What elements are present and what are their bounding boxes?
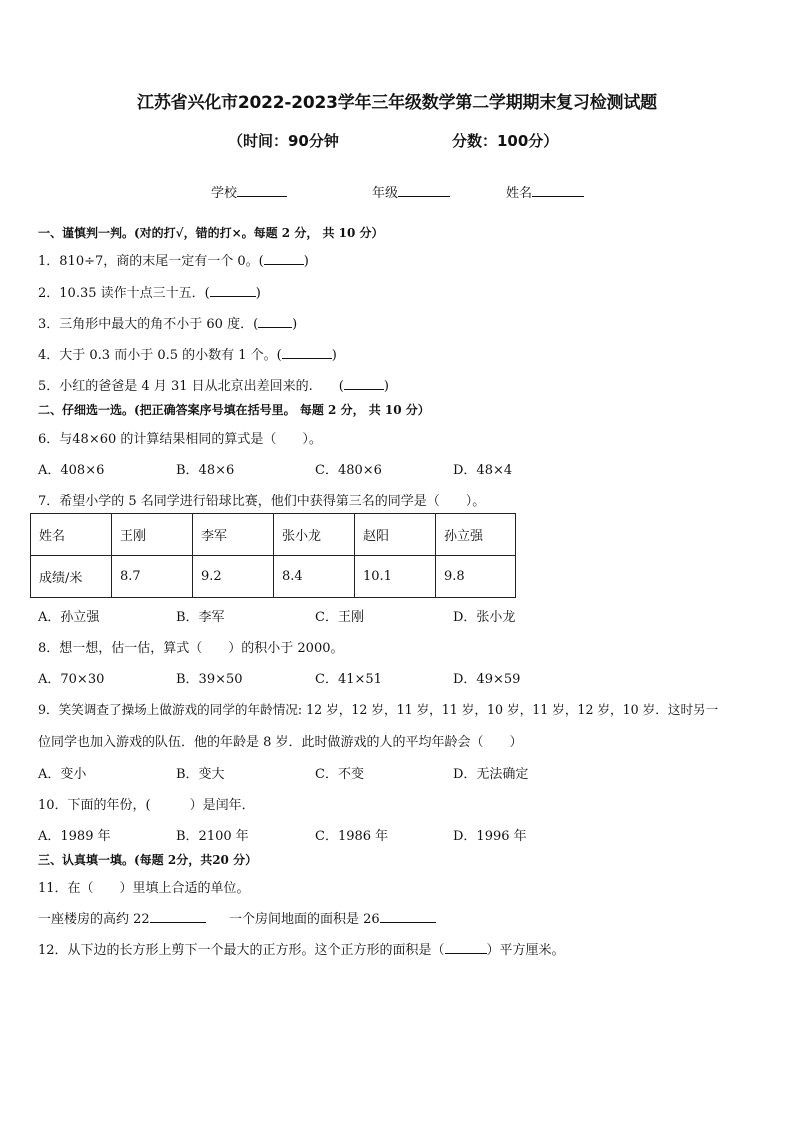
q7-option-b[interactable]: B．李军 xyxy=(176,610,225,625)
table-cell: 姓名 xyxy=(31,514,112,556)
question-6: 6．与48×60 的计算结果相同的算式是（ ）。 xyxy=(38,432,322,447)
section-3-heading: 三、认真填一填。(每题 2分，共20 分） xyxy=(38,853,258,867)
question-12 xyxy=(38,939,565,958)
question-4 xyxy=(38,344,337,363)
paren-close: ) xyxy=(303,254,309,269)
table-cell: 8.7 xyxy=(112,556,193,598)
paren-close: ) xyxy=(331,348,337,363)
q11-part-a-text: 一座楼房的高约 22 xyxy=(38,912,150,927)
exam-title: 江苏省兴化市2022-2023学年三年级数学第二学期期末复习检测试题 xyxy=(137,93,657,113)
name-label: 姓名 xyxy=(506,186,533,201)
q8-option-d[interactable]: D．49×59 xyxy=(453,672,521,687)
question-1-text: 1．810÷7，商的末尾一定有一个 0。( xyxy=(38,254,264,269)
q9-option-c[interactable]: C．不变 xyxy=(315,767,364,782)
name-field xyxy=(506,182,584,201)
grade-label: 年级 xyxy=(372,186,399,201)
q9-option-a[interactable]: A．变小 xyxy=(38,767,87,782)
question-11-part-b xyxy=(229,908,436,927)
answer-blank[interactable] xyxy=(150,910,206,923)
q6-option-d[interactable]: D．48×4 xyxy=(453,463,513,478)
table-cell: 李军 xyxy=(193,514,274,556)
section-1-heading: 一、谨慎判一判。(对的打√，错的打×。每题 2 分， 共 10 分） xyxy=(38,226,384,240)
paren-close: ) xyxy=(383,379,389,394)
answer-blank[interactable] xyxy=(282,346,332,359)
question-2-text: 2．10.35 读作十点三十五．( xyxy=(38,286,210,301)
question-2 xyxy=(38,282,261,301)
q6-option-c[interactable]: C．480×6 xyxy=(315,463,382,478)
name-blank[interactable] xyxy=(532,183,584,197)
question-1 xyxy=(38,250,309,269)
q8-option-b[interactable]: B．39×50 xyxy=(176,672,243,687)
q6-option-b[interactable]: B．48×6 xyxy=(176,463,235,478)
school-field xyxy=(211,182,287,201)
school-label: 学校 xyxy=(211,186,238,201)
answer-blank[interactable] xyxy=(210,284,256,297)
question-9-line-1: 9．笑笑调查了操场上做游戏的同学的年龄情况: 12 岁，12 岁，11 岁，11 岁，10 岁，11 岁，12 岁，10 岁．这时另一 xyxy=(38,702,719,717)
question-3-text: 3．三角形中最大的角不小于 60 度．( xyxy=(38,317,259,332)
question-10: 10．下面的年份，( ）是闰年． xyxy=(38,798,255,813)
answer-blank[interactable] xyxy=(344,377,384,390)
question-3 xyxy=(38,313,297,332)
table-cell: 王刚 xyxy=(112,514,193,556)
q8-option-c[interactable]: C．41×51 xyxy=(315,672,382,687)
q10-option-c[interactable]: C．1986 年 xyxy=(315,829,389,844)
table-cell: 9.8 xyxy=(436,556,516,598)
question-11: 11．在（ ）里填上合适的单位。 xyxy=(38,881,250,896)
question-5 xyxy=(38,375,389,394)
exam-score: 分数：100分） xyxy=(452,132,559,150)
q10-option-d[interactable]: D．1996 年 xyxy=(453,829,527,844)
q11-part-b-text: 一个房间地面的面积是 26 xyxy=(229,912,380,927)
question-4-text: 4．大于 0.3 而小于 0.5 的小数有 1 个。( xyxy=(38,348,282,363)
question-12-end: ）平方厘米。 xyxy=(486,943,565,958)
scores-table xyxy=(30,513,516,598)
question-8: 8．想一想，估一估，算式（ ）的积小于 2000。 xyxy=(38,641,344,656)
question-5-text: 5．小红的爸爸是 4 月 31 日从北京出差回来的. ( xyxy=(38,379,344,394)
answer-blank[interactable] xyxy=(445,941,487,954)
table-cell: 10.1 xyxy=(355,556,436,598)
grade-field xyxy=(372,182,450,201)
q10-option-b[interactable]: B．2100 年 xyxy=(176,829,249,844)
q7-option-c[interactable]: C．王刚 xyxy=(315,610,364,625)
q6-option-a[interactable]: A．408×6 xyxy=(38,463,105,478)
table-cell: 8.4 xyxy=(274,556,355,598)
grade-blank[interactable] xyxy=(398,183,450,197)
section-2-heading: 二、仔细选一选。(把正确答案序号填在括号里。 每题 2 分， 共 10 分） xyxy=(38,403,430,417)
paren-close: ) xyxy=(292,317,298,332)
table-row xyxy=(31,556,516,598)
table-cell: 9.2 xyxy=(193,556,274,598)
table-cell: 孙立强 xyxy=(436,514,516,556)
question-7: 7．希望小学的 5 名同学进行铅球比赛，他们中获得第三名的同学是（ ）。 xyxy=(38,494,486,509)
q9-option-d[interactable]: D．无法确定 xyxy=(453,767,529,782)
question-11-part-a xyxy=(38,908,206,927)
q7-option-d[interactable]: D．张小龙 xyxy=(453,610,516,625)
q9-option-b[interactable]: B．变大 xyxy=(176,767,225,782)
question-9-line-2: 位同学也加入游戏的队伍．他的年龄是 8 岁．此时做游戏的人的平均年龄会（ ） xyxy=(38,735,523,750)
table-cell: 赵阳 xyxy=(355,514,436,556)
school-blank[interactable] xyxy=(237,183,287,197)
q8-option-a[interactable]: A．70×30 xyxy=(38,672,105,687)
answer-blank[interactable] xyxy=(380,910,436,923)
exam-time: （时间：90分钟 xyxy=(228,132,339,150)
answer-blank[interactable] xyxy=(264,252,304,265)
question-12-text: 12．从下边的长方形上剪下一个最大的正方形。这个正方形的面积是（ xyxy=(38,943,445,958)
paren-close: ) xyxy=(255,286,261,301)
table-cell: 张小龙 xyxy=(274,514,355,556)
q7-option-a[interactable]: A．孙立强 xyxy=(38,610,100,625)
answer-blank[interactable] xyxy=(258,315,292,328)
table-cell: 成绩/米 xyxy=(31,556,112,598)
q10-option-a[interactable]: A．1989 年 xyxy=(38,829,111,844)
table-row xyxy=(31,514,516,556)
